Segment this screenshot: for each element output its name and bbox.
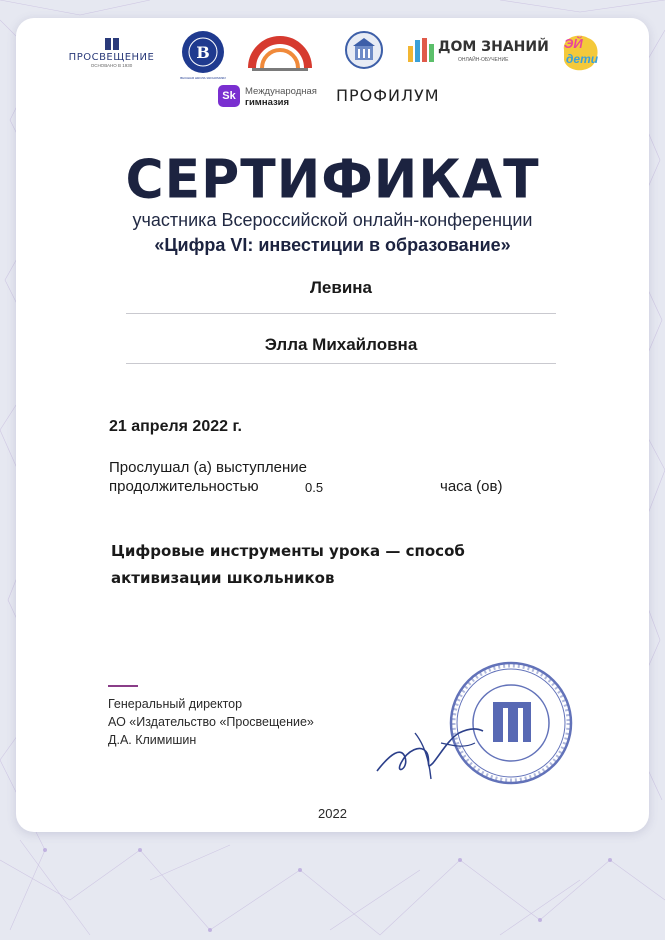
duration-unit: часа (ов) <box>440 478 503 495</box>
duration-label: продолжительностью <box>109 478 259 495</box>
sk-logo-line2: гимназия <box>245 97 290 108</box>
handwritten-signature-icon <box>371 713 491 783</box>
signatory-name: Д.А. Климишин <box>108 733 197 747</box>
dom-znaniy-logo-name: ДОМ ЗНАНИЙ <box>438 39 549 55</box>
attended-label: Прослушал (а) выступление <box>109 459 308 476</box>
signatory-organization: АО «Издательство «Просвещение» <box>108 715 314 729</box>
prosveshchenie-logo <box>64 38 159 74</box>
prosveshchenie-emblem-icon <box>105 38 119 50</box>
signature-accent-line <box>108 685 138 687</box>
institute-arc-logo-icon <box>248 28 312 74</box>
sk-gymnasium-logo <box>218 84 328 110</box>
eidety-logo <box>558 32 602 74</box>
eidety-logo-top: ЭЙ <box>564 36 583 51</box>
certificate-year: 2022 <box>318 806 347 821</box>
prosveshchenie-logo-name: ПРОСВЕЩЕНИЕ <box>68 52 155 63</box>
sk-badge: Sk <box>218 85 240 107</box>
given-names-underline <box>126 363 556 364</box>
talk-title-line2: активизации школьников <box>111 569 335 587</box>
duration-value: 0.5 <box>305 480 324 495</box>
dom-znaniy-logo <box>408 38 549 70</box>
hse-logo-text: ВЫСШАЯ ШКОЛА ЭКОНОМИКИ <box>180 76 226 80</box>
participant-given-names: Элла Михайловна <box>264 335 418 354</box>
certificate-title: СЕРТИФИКАТ <box>125 149 540 211</box>
participant-surname: Левина <box>309 278 372 297</box>
eidety-logo-bottom: дети <box>566 52 599 66</box>
hse-logo-icon <box>181 30 225 74</box>
signatory-title: Генеральный директор <box>108 697 243 711</box>
talk-title-line1: Цифровые инструменты урока — способ <box>111 542 465 560</box>
talk-title <box>111 538 531 592</box>
certificate-card <box>16 18 649 832</box>
university-crest-logo-icon <box>344 30 384 72</box>
dom-znaniy-bars-icon <box>408 38 434 62</box>
conference-name: «Цифра VI: инвестиции в образование» <box>154 235 511 255</box>
surname-underline <box>126 313 556 314</box>
svg-text:B: B <box>196 43 210 62</box>
prosveshchenie-logo-tagline: ОСНОВАНО В 1930 <box>90 63 133 68</box>
event-date: 21 апреля 2022 г. <box>109 418 242 435</box>
dom-znaniy-logo-tagline: ОНЛАЙН-ОБУЧЕНИЕ <box>458 57 509 63</box>
profilum-logo: ПРОФИЛУМ <box>336 86 440 105</box>
certificate-subtitle: участника Всероссийской онлайн-конференции <box>132 210 533 230</box>
sk-logo-line1: Международная <box>245 86 317 97</box>
